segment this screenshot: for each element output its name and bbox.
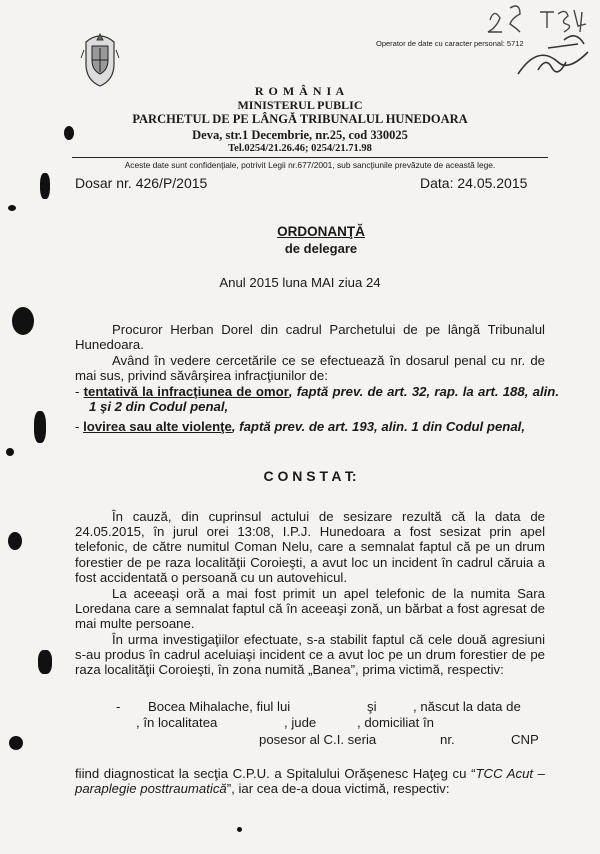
paragraph-context: Având în vedere cercetările ce se efectuează în dosarul penal cu nr. de mai sus, privind săvârşirea infracţiunilor de: bbox=[75, 353, 545, 384]
scan-blot bbox=[6, 448, 14, 456]
offense-2-legal: , faptă prev. de art. 193, alin. 1 din Codul penal, bbox=[231, 419, 525, 434]
constat-heading: C O N S T A T: bbox=[263, 468, 357, 484]
victim-id-number: nr. bbox=[440, 732, 455, 747]
paragraph-notification: În cauză, din cuprinsul actului de sesizare rezultă că la data de 24.05.2015, în jurul orei 13:08, I.P.J. Hunedoara a fost sesizat prin apel telefonic, de către numitul Coman Nelu, care a semnalat faptul că pe un drum forestier de pe raza localităţii Coroieşti, a avut loc un incident în cadrul căruia a fost accidentată o persoană cu un autovehicul. bbox=[75, 509, 545, 585]
paragraph-diagnosis bbox=[75, 766, 545, 796]
header-country: R O M Â N I A bbox=[254, 84, 346, 98]
paragraph-second-call: La aceeaşi oră a mai fost primit un apel telefonic de la numita Sara Loredana care a semnalat faptul că în aceeaşi zonă, un bărbat a fost agresat de mai multe persoane. bbox=[75, 586, 545, 632]
scan-blot bbox=[8, 532, 22, 550]
year-line: Anul 2015 luna MAI ziua 24 bbox=[219, 275, 381, 290]
victim-name: Bocea Mihalache, fiul lui bbox=[148, 699, 291, 714]
victim-born: , născut la data de bbox=[413, 699, 521, 714]
scan-blot bbox=[8, 205, 16, 211]
scan-blot bbox=[34, 411, 46, 443]
victim-county: , jude bbox=[284, 715, 317, 730]
dosar-number: Dosar nr. 426/P/2015 bbox=[75, 175, 208, 191]
offense-1-name: tentativă la infracţiunea de omor bbox=[83, 384, 289, 399]
header-phones: Tel.0254/21.26.46; 0254/21.71.98 bbox=[228, 143, 372, 154]
victim-locality: , în localitatea bbox=[136, 715, 218, 730]
document-title: ORDONANŢĂ bbox=[277, 224, 365, 239]
offense-1-legal: , faptă prev. de art. 32, rap. la art. 188, alin. 1 şi 2 din Codul penal, bbox=[89, 384, 559, 415]
offense-item-1: - tentativă la infracţiunea de omor, faptă prev. de art. 32, rap. la art. 188, alin. 1 şi 2 din Codul penal, bbox=[75, 384, 559, 415]
header-address: Deva, str.1 Decembrie, nr.25, cod 330025 bbox=[192, 128, 408, 142]
scan-blot bbox=[64, 126, 74, 140]
operator-code: Operator de date cu caracter personal: 5712 bbox=[376, 39, 524, 48]
scan-blot bbox=[40, 173, 50, 199]
offense-2-name: lovirea sau alte violenţe bbox=[83, 419, 232, 434]
scan-blot bbox=[237, 827, 242, 832]
scan-blot bbox=[38, 650, 52, 674]
header-divider bbox=[72, 157, 548, 158]
header-ministry: MINISTERUL PUBLIC bbox=[237, 98, 363, 112]
coat-of-arms-icon bbox=[80, 32, 120, 90]
offense-item-2: - lovirea sau alte violenţe, faptă prev. de art. 193, alin. 1 din Codul penal, bbox=[75, 419, 525, 434]
victim-id-series: posesor al C.I. seria bbox=[259, 732, 377, 747]
diagnosis-tail: ”, iar cea de-a doua victimă, respectiv: bbox=[226, 781, 450, 797]
document-subtitle: de delegare bbox=[284, 241, 358, 256]
header-office: PARCHETUL DE PE LÂNGĂ TRIBUNALUL HUNEDOARA bbox=[132, 112, 468, 126]
scan-blot bbox=[12, 307, 34, 335]
confidential-note: Aceste date sunt confidenţiale, potrivit Legii nr.677/2001, sub sancţiunile prevăzute de această lege. bbox=[124, 160, 496, 170]
victim-si: şi bbox=[367, 699, 377, 714]
paragraph-prosecutor: Procuror Herban Dorel din cadrul Parchetului de pe lângă Tribunalul Hunedoara. bbox=[75, 322, 545, 353]
diagnosis-quote: TCC Acut – paraplegie posttraumatică bbox=[75, 766, 546, 797]
victim-dash: - bbox=[116, 699, 121, 714]
victim-domicile: , domiciliat în bbox=[357, 715, 434, 730]
victim-cnp: CNP bbox=[511, 732, 539, 747]
paragraph-investigation: În urma investigaţiilor efectuate, s-a stabilit faptul că cele două agresiuni s-au produs în cadrul aceluiaşi incident ce a avut loc pe un drum forestier de pe raza localităţii Coroieşti, în zona numită „Banea”, prima victimă, respectiv: bbox=[75, 632, 545, 678]
diagnosis-text: fiind diagnosticat la secţia C.P.U. a Spitalului Orăşenesc Haţeg cu “ bbox=[75, 766, 476, 781]
scan-blot bbox=[9, 736, 23, 750]
document-date: Data: 24.05.2015 bbox=[420, 175, 528, 191]
